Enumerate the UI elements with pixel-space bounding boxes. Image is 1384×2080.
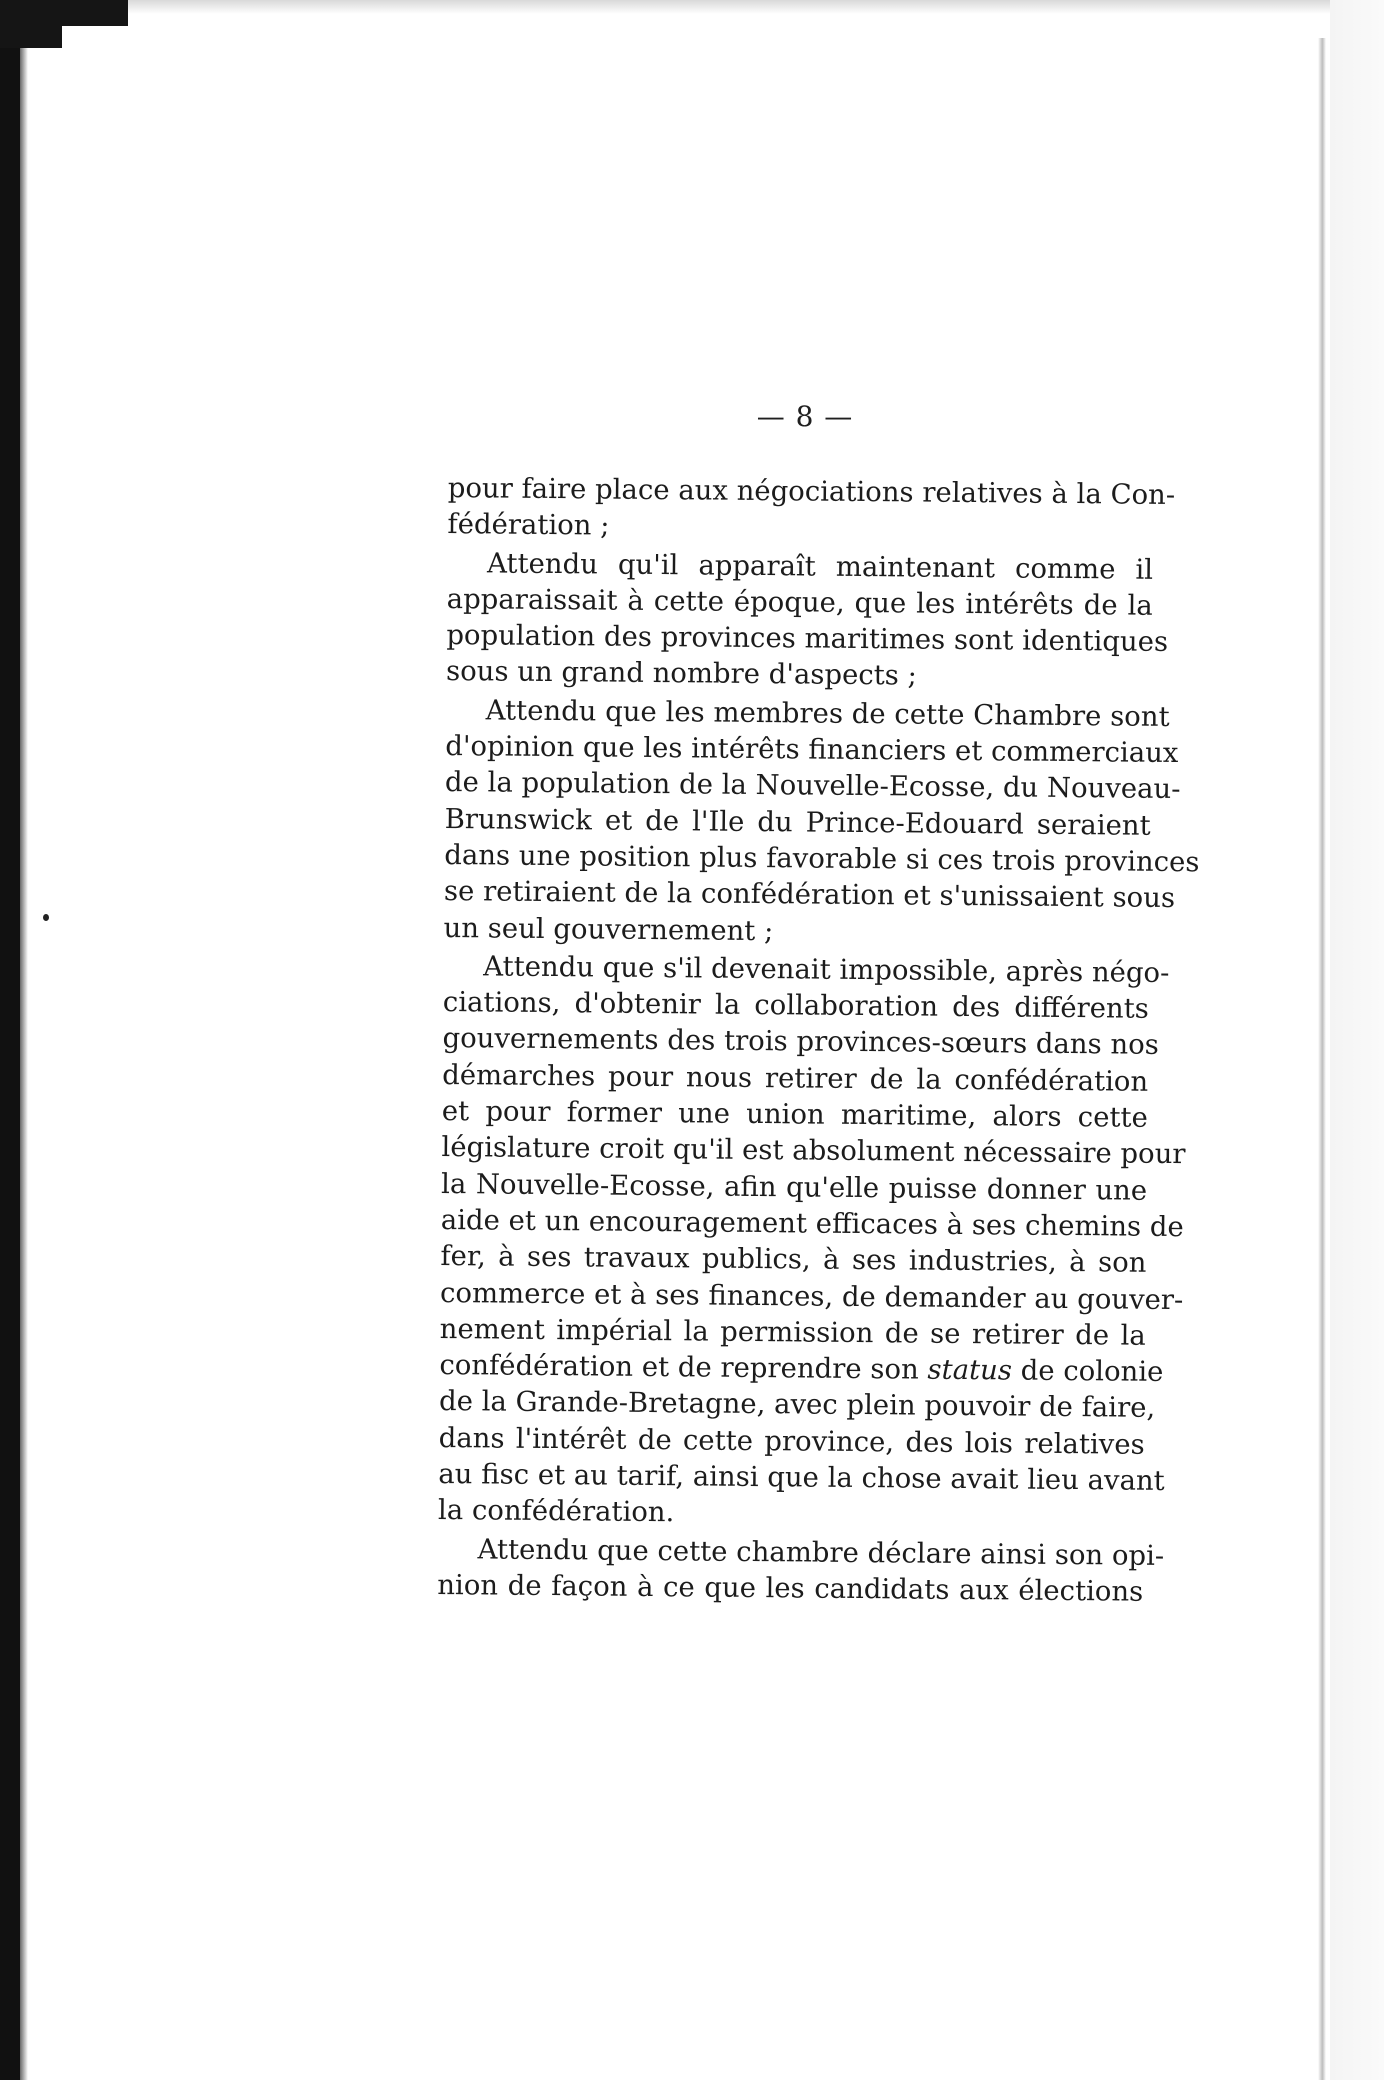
scan-edge-top — [0, 0, 1384, 14]
text-line: d'opinion que les intérêts financiers et commerciaux — [445, 730, 1179, 770]
paragraph-1 — [447, 470, 1176, 549]
text-line: nion de façon à ce que les candidats aux élections — [437, 1568, 1144, 1608]
text-line: Brunswick et de l'Ile du Prince-Edouard seraient — [444, 802, 1151, 842]
text-line: commerce et à ses finances, de demander au gouver- — [439, 1276, 1184, 1316]
text-line: Attendu que les membres de cette Chambre sont — [485, 694, 1170, 733]
text-line: Attendu que s'il devenait impossible, après négo- — [483, 950, 1170, 989]
text-line: aide et un encouragement efficaces à ses chemins de — [440, 1203, 1184, 1244]
text-line: de la population de la Nouvelle-Ecosse, du Nouveau- — [444, 766, 1181, 806]
text-line: apparaissait à cette époque, que les intérêts de la — [446, 582, 1153, 622]
text-line: se retiraient de la confédération et s'unissaient sous — [443, 875, 1176, 915]
scan-corner-mark-lower — [0, 0, 62, 48]
text-line: Attendu que cette chambre déclare ainsi son opi- — [477, 1532, 1165, 1572]
text-fragment: de colonie — [1011, 1354, 1164, 1389]
text-line: législature croit qu'il est absolument nécessaire pour — [441, 1131, 1186, 1171]
text-line: pour faire place aux négociations relatives à la Con- — [447, 471, 1176, 511]
text-line: fer, à ses travaux publics, à ses industries, à son — [440, 1240, 1147, 1279]
page-margin-right — [1330, 0, 1384, 2080]
text-line: et pour former une union maritime, alors cette — [441, 1095, 1148, 1134]
stray-ink-dot — [43, 914, 49, 921]
text-line: dans une position plus favorable si ces trois provinces — [444, 838, 1200, 879]
paragraph-2 — [445, 545, 1169, 697]
text-line: sous un grand nombre d'aspects ; — [445, 655, 918, 692]
paragraph-3 — [443, 692, 1200, 953]
text-line: un seul gouvernement ; — [443, 911, 774, 947]
text-line: au fisc et au tarif, ainsi que la chose avait lieu avant — [438, 1457, 1165, 1497]
text-line: fédération ; — [447, 508, 610, 542]
text-line: dans l'intérêt de cette province, des lois relatives — [438, 1421, 1145, 1461]
text-line: population des provinces maritimes sont identiques — [446, 619, 1169, 659]
text-fragment: confédération et de reprendre son — [439, 1349, 928, 1386]
scan-edge-left — [0, 0, 20, 2080]
scan-edge-left-shadow — [20, 0, 28, 2080]
text-line: la confédération. — [437, 1494, 675, 1529]
text-line: gouvernements des trois provinces-sœurs dans nos — [442, 1022, 1159, 1062]
text-line: ciations, d'obtenir la collaboration des différents — [442, 986, 1150, 1025]
page-number: — 8 — — [756, 400, 854, 433]
body-text — [437, 470, 1200, 1610]
text-line: la Nouvelle-Ecosse, afin qu'elle puisse donner une — [440, 1167, 1148, 1207]
text-line: Attendu qu'il apparaît maintenant comme il — [486, 546, 1154, 586]
text-line: nement impérial la permission de se retirer de la — [439, 1312, 1146, 1352]
text-line: démarches pour nous retirer de la confédération — [442, 1058, 1149, 1098]
italic-word: status — [927, 1353, 1013, 1387]
page-edge-right — [1318, 38, 1326, 2080]
paragraph-4 — [437, 948, 1186, 1536]
paragraph-5 — [437, 1531, 1165, 1610]
text-line: de la Grande-Bretagne, avec plein pouvoir de faire, — [438, 1385, 1156, 1425]
